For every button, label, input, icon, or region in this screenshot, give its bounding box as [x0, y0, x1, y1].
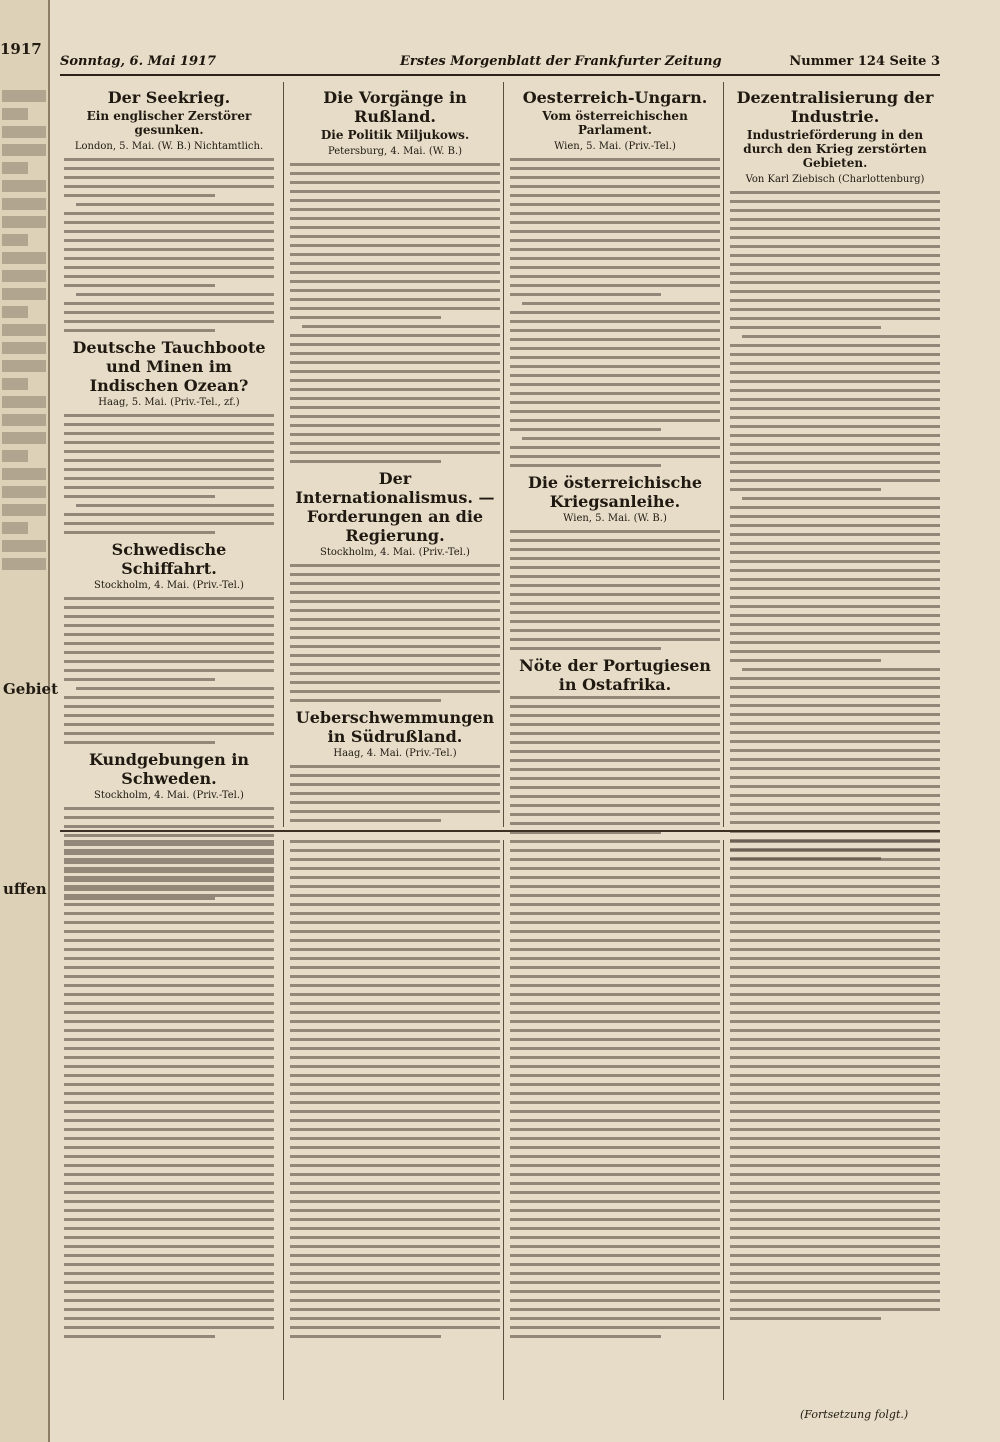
- spine-text-block: [2, 90, 46, 576]
- spine-heading: uffen: [3, 880, 47, 898]
- feuilleton-rule: [60, 830, 940, 832]
- article-dateline: Wien, 5. Mai. (Priv.-Tel.): [554, 141, 676, 152]
- article-body: [290, 564, 500, 702]
- spine-heading: Gebiet: [3, 680, 59, 698]
- article-subtitle: Die Politik Miljukows.: [320, 128, 470, 142]
- article-title: Nöte der Portugiesen in Ostafrika.: [519, 656, 711, 694]
- article-title: Kundgebungen in Schweden.: [88, 750, 250, 788]
- feuilleton-column-4: [730, 840, 940, 1326]
- article-dateline: Stockholm, 4. Mai. (Priv.-Tel.): [320, 547, 470, 558]
- article-title: Oesterreich-Ungarn.: [522, 88, 708, 107]
- feuilleton-column-3: [510, 840, 720, 1344]
- masthead-title: Erstes Morgenblatt der Frankfurter Zeitung: [400, 54, 722, 69]
- spine-date: 1917: [0, 40, 42, 58]
- article-subtitle: Vom österreichischen Parlament.: [542, 109, 688, 137]
- article-title: Die österreichische Kriegsanleihe.: [527, 473, 703, 511]
- article-dateline: London, 5. Mai. (W. B.) Nichtamtlich.: [74, 141, 264, 152]
- article-subtitle: Industrieförderung in den durch den Krieg zerstörten Gebieten.: [743, 128, 927, 170]
- article-dateline: Stockholm, 4. Mai. (Priv.-Tel.): [94, 790, 244, 801]
- continuation-note: (Fortsetzung folgt.): [800, 1408, 909, 1421]
- article-dateline: Stockholm, 4. Mai. (Priv.-Tel.): [94, 580, 244, 591]
- article-body: [64, 158, 274, 332]
- article-title: Die Vorgänge in Rußland.: [323, 88, 467, 126]
- article-dateline: Haag, 5. Mai. (Priv.-Tel., zf.): [98, 397, 240, 408]
- article-title: Ueberschwemmungen in Südrußland.: [295, 708, 495, 746]
- article-title: Der Seekrieg.: [107, 88, 231, 107]
- column-rule: [723, 82, 724, 827]
- column-rule: [503, 840, 504, 1400]
- column-rule: [503, 82, 504, 827]
- column-1: [64, 82, 274, 906]
- article-dateline: Petersburg, 4. Mai. (W. B.): [327, 146, 463, 157]
- article-dateline: Wien, 5. Mai. (W. B.): [563, 513, 667, 524]
- column-rule: [723, 840, 724, 1400]
- column-3: [510, 82, 720, 840]
- masthead-page-number: Nummer 124 Seite 3: [789, 54, 940, 69]
- article-title: Schwedische Schiffahrt.: [111, 540, 227, 578]
- article-title: Dezentralisierung der Industrie.: [736, 88, 934, 126]
- article-body: [510, 696, 720, 834]
- article-body: [510, 158, 720, 467]
- article-body: [290, 765, 500, 822]
- article-title: Der Internationalismus. — Forderungen an die Regierung.: [295, 469, 495, 545]
- column-rule: [283, 840, 284, 1400]
- article-byline: Von Karl Ziebisch (Charlottenburg): [745, 174, 925, 185]
- masthead: [60, 54, 940, 76]
- article-body: [510, 530, 720, 650]
- column-rule: [283, 82, 284, 827]
- feuilleton-column-1: [64, 840, 274, 1344]
- column-4: [730, 82, 940, 866]
- article-body: [290, 163, 500, 463]
- column-2: [290, 82, 500, 828]
- masthead-date: Sonntag, 6. Mai 1917: [60, 54, 217, 69]
- feuilleton-column-2: [290, 840, 500, 1344]
- adjacent-page-edge: [0, 0, 59, 1442]
- article-subtitle: Ein englischer Zerstörer gesunken.: [86, 109, 252, 137]
- article-title: Deutsche Tauchboote und Minen im Indischen Ozean?: [72, 338, 266, 395]
- article-body: [64, 414, 274, 534]
- article-body: [64, 597, 274, 744]
- article-body: [730, 191, 940, 860]
- article-dateline: Haag, 4. Mai. (Priv.-Tel.): [333, 748, 457, 759]
